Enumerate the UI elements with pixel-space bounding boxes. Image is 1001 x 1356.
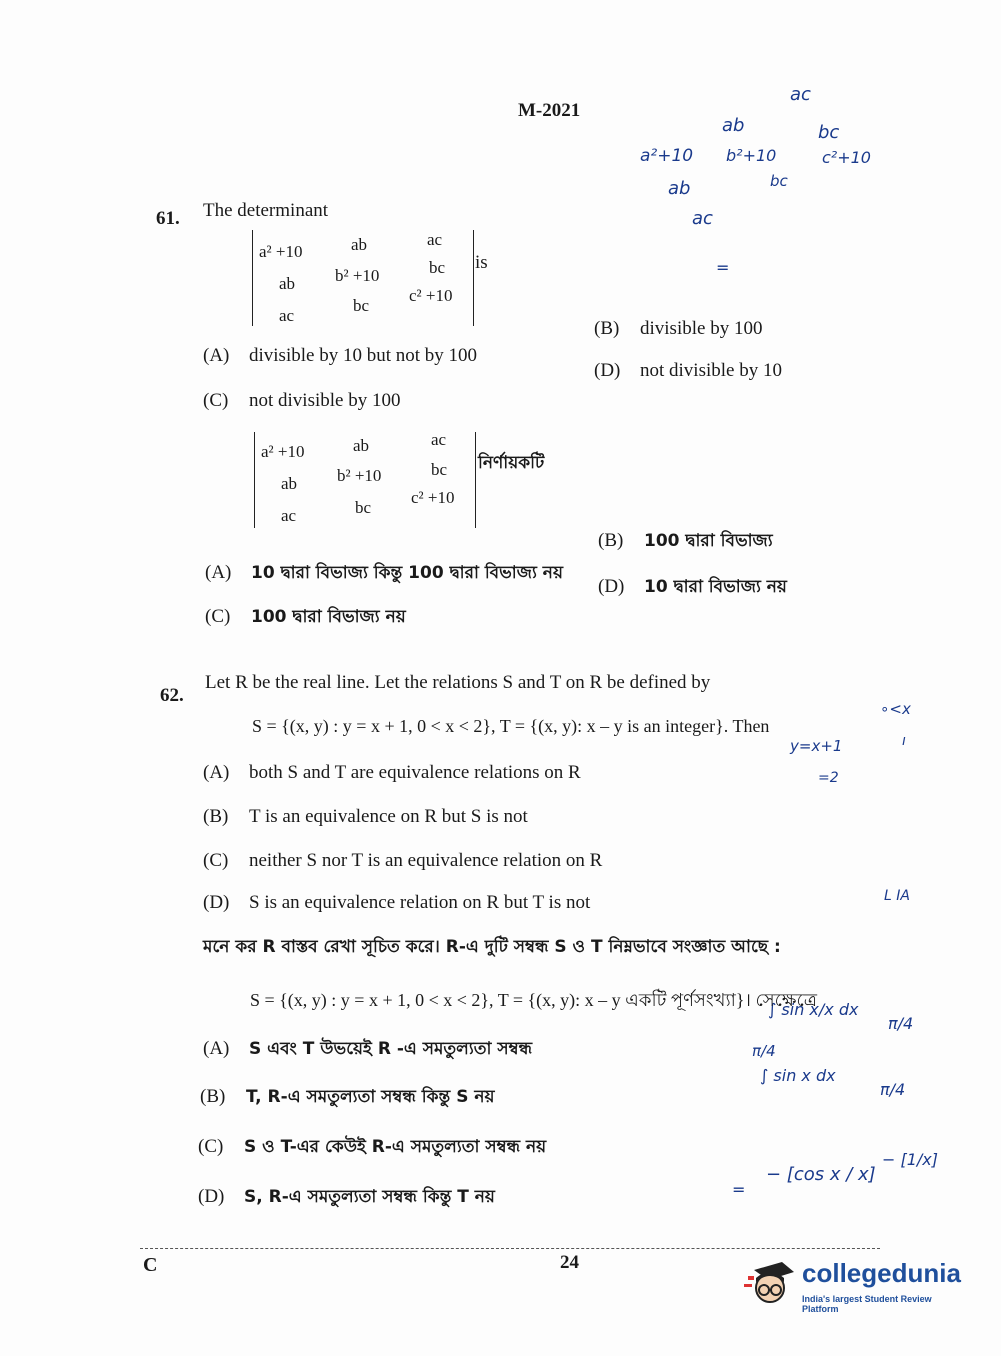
det-cell: bc bbox=[353, 296, 370, 315]
det-cell: bc bbox=[431, 460, 448, 479]
det-cell: ac bbox=[279, 306, 295, 325]
q61-option-a-bn: (A) 10 দ্বারা বিভাজ্য কিন্তু 100 দ্বারা বিভাজ্য নয় bbox=[205, 562, 563, 583]
question-62-definition-en: S = {(x, y) : y = x + 1, 0 < x < 2}, T = {(x, y): x – y is an integer}. Then bbox=[252, 716, 770, 736]
q61-option-b-en: (B) divisible by 100 bbox=[594, 318, 763, 339]
question-61-number: 61. bbox=[156, 208, 180, 229]
det-cell: ac bbox=[431, 430, 447, 449]
q62-option-d-bn: (D) S, R-এ সমতুল্যতা সম্বন্ধ কিন্তু T নয় bbox=[198, 1186, 495, 1207]
q62-option-c-bn: (C) S ও T-এর কেউই R-এ সমতুল্যতা সম্বন্ধ নয় bbox=[198, 1136, 547, 1157]
page-number: 24 bbox=[560, 1252, 579, 1273]
det-cell: ab bbox=[351, 235, 368, 254]
question-61-stem: The determinant bbox=[203, 200, 329, 221]
q62-option-b-en: (B) T is an equivalence on R but S is not bbox=[203, 806, 528, 827]
q61-option-a-en: (A) divisible by 10 but not by 100 bbox=[203, 345, 477, 366]
det-cell: bc bbox=[355, 498, 372, 517]
q62-option-b-bn: (B) T, R-এ সমতুল্যতা সম্বন্ধ কিন্তু S নয় bbox=[200, 1086, 495, 1107]
collegedunia-logo bbox=[740, 1256, 970, 1316]
det-cell: a² +10 bbox=[259, 242, 303, 261]
mascot-icon bbox=[740, 1256, 800, 1316]
det-cell: ac bbox=[427, 230, 443, 249]
logo-name: collegedunia bbox=[802, 1258, 961, 1288]
question-62-number: 62. bbox=[160, 685, 184, 706]
det-cell: ab bbox=[281, 474, 298, 493]
q62-option-a-en: (A) both S and T are equivalence relations on R bbox=[203, 762, 581, 783]
det-cell: c² +10 bbox=[411, 488, 455, 507]
q62-option-a-bn: (A) S এবং T উভয়েই R -এ সমতুল্যতা সম্বন্ধ bbox=[203, 1038, 533, 1059]
det-cell: b² +10 bbox=[335, 266, 380, 285]
det-cell: c² +10 bbox=[409, 286, 453, 305]
det-cell: ab bbox=[279, 274, 296, 293]
det-cell: ac bbox=[281, 506, 297, 525]
q61-option-b-bn: (B) 100 দ্বারা বিভাজ্য bbox=[598, 530, 773, 551]
question-62-stem-bn: মনে কর R বাস্তব রেখা সূচিত করে। R-এ দুটি সম্বন্ধ S ও T নিম্নভাবে সংজ্ঞাত আছে : bbox=[203, 937, 781, 957]
q61-option-d-en: (D) not divisible by 10 bbox=[594, 360, 782, 381]
determinant-suffix-bn: নির্ণায়কটি bbox=[478, 453, 545, 473]
det-cell: bc bbox=[429, 258, 446, 277]
det-cell: ab bbox=[353, 436, 370, 455]
q62-option-c-en: (C) neither S nor T is an equivalence relation on R bbox=[203, 850, 603, 871]
q61-option-c-en: (C) not divisible by 100 bbox=[203, 390, 401, 411]
determinant-bn bbox=[254, 432, 476, 528]
footer-divider bbox=[140, 1248, 880, 1249]
det-cell: a² +10 bbox=[261, 442, 305, 461]
question-set-letter: C bbox=[143, 1254, 158, 1276]
determinant-en bbox=[252, 230, 474, 326]
question-62-definition-bn: S = {(x, y) : y = x + 1, 0 < x < 2}, T = {(x, y): x – y একটি পূর্ণসংখ্যা}। সেক্ষেত্রে bbox=[250, 990, 817, 1010]
q61-option-d-bn: (D) 10 দ্বারা বিভাজ্য নয় bbox=[598, 576, 787, 597]
determinant-suffix-en: is bbox=[475, 252, 488, 273]
q62-option-d-en: (D) S is an equivalence relation on R but T is not bbox=[203, 892, 591, 913]
det-cell: b² +10 bbox=[337, 466, 382, 485]
logo-tagline: India's largest Student Review Platform bbox=[802, 1294, 932, 1314]
paper-code: M-2021 bbox=[518, 100, 581, 121]
question-62-stem-en: Let R be the real line. Let the relations S and T on R be defined by bbox=[205, 672, 711, 693]
q61-option-c-bn: (C) 100 দ্বারা বিভাজ্য নয় bbox=[205, 606, 406, 627]
